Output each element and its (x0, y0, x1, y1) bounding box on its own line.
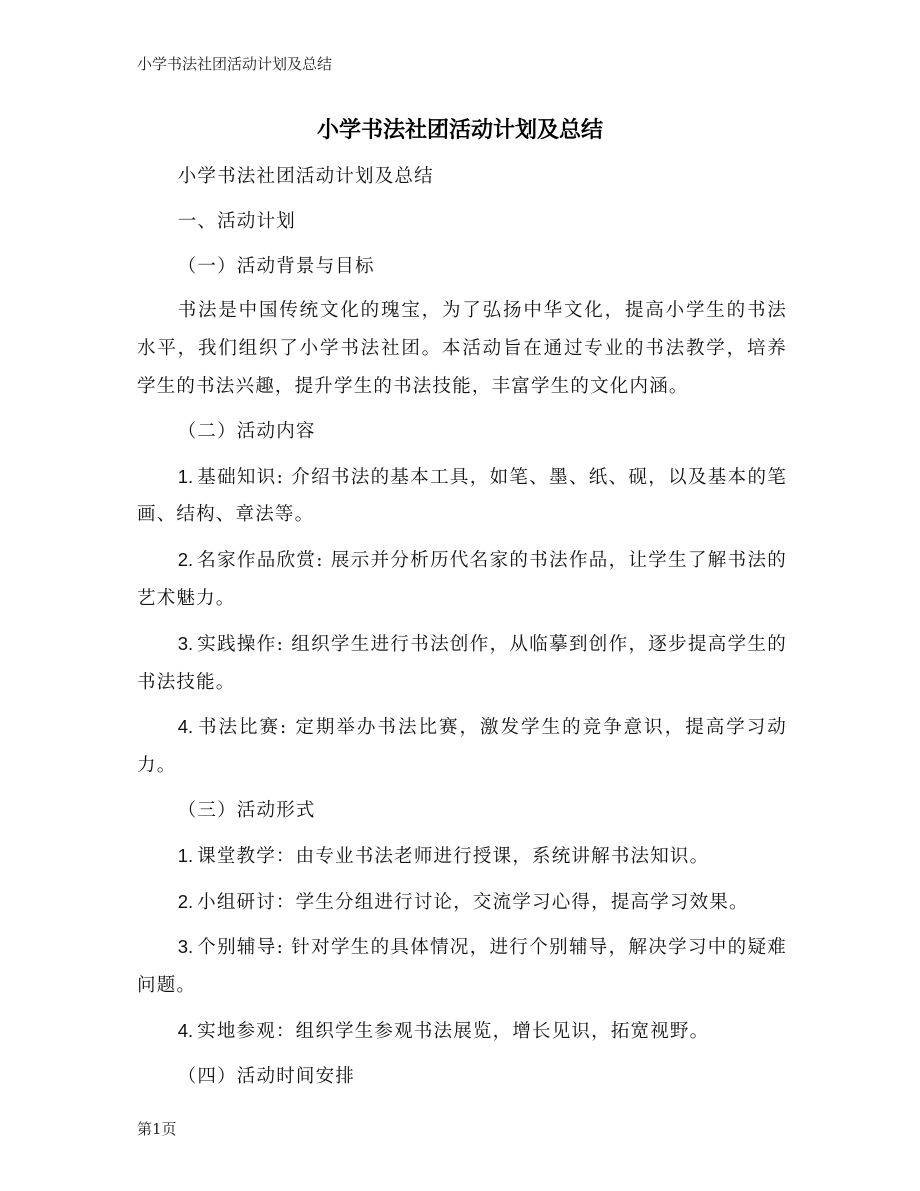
list-item-text: 课堂教学：由专业书法老师进行授课，系统讲解书法知识。 (197, 845, 710, 867)
section-heading-plan: 一、活动计划 (177, 210, 296, 232)
list-item-content-3 (137, 625, 787, 702)
list-item-text: 个别辅导: 针对学生的具体情况，进行个别辅导，解决学习中的疑难问题。 (137, 937, 787, 997)
page-number: 第1页 (137, 1120, 177, 1138)
list-item-format-3 (137, 928, 787, 1005)
list-number: 2. (177, 549, 194, 571)
list-item-format-2 (137, 883, 787, 922)
list-item-content-4 (137, 708, 787, 785)
paragraph-background: 书法是中国传统文化的瑰宝，为了弘扬中华文化，提高小学生的书法水平，我们组织了小学书法社团。本活动旨在通过专业的书法教学，培养学生的书法兴趣，提升学生的书法技能，丰富学生的文化内涵。 (137, 300, 787, 397)
list-item-text: 书法比赛: 定期举办书法比赛，激发学生的竞争意识，提高学习动力。 (137, 717, 787, 777)
list-number: 4. (177, 716, 194, 738)
list-number: 3. (177, 936, 194, 958)
document-title: 小学书法社团活动计划及总结 (316, 118, 603, 143)
subsection-heading-content: （二）活动内容 (177, 420, 316, 442)
list-item-text: 实践操作: 组织学生进行书法创作，从临摹到创作，逐步提高学生的书法技能。 (137, 633, 787, 693)
list-item-content-1 (137, 458, 787, 535)
list-number: 4. (177, 1019, 194, 1041)
list-item-format-4 (137, 1012, 787, 1051)
paragraph-intro: 小学书法社团活动计划及总结 (177, 166, 434, 187)
subsection-heading-schedule: （四）活动时间安排 (177, 1065, 355, 1087)
subsection-heading-background: （一）活动背景与目标 (177, 255, 375, 277)
list-number: 2. (177, 890, 194, 912)
list-item-text: 小组研讨：学生分组进行讨论，交流学习心得，提高学习效果。 (197, 891, 749, 913)
list-item-text: 名家作品欣赏: 展示并分析历代名家的书法作品，让学生了解书法的艺术魅力。 (137, 550, 787, 609)
list-item-text: 实地参观：组织学生参观书法展览，增长见识，拓宽视野。 (197, 1020, 710, 1042)
list-item-text: 基础知识: 介绍书法的基本工具，如笔、墨、纸、砚，以及基本的笔画、结构、章法等。 (137, 466, 787, 526)
list-item-format-1 (137, 837, 787, 876)
list-item-content-2 (137, 541, 787, 618)
running-header: 小学书法社团活动计划及总结 (137, 55, 333, 73)
document-body (137, 158, 787, 1103)
list-number: 1. (177, 844, 194, 866)
list-number: 1. (177, 465, 194, 487)
subsection-heading-format: （三）活动形式 (177, 799, 316, 821)
list-number: 3. (177, 632, 194, 654)
